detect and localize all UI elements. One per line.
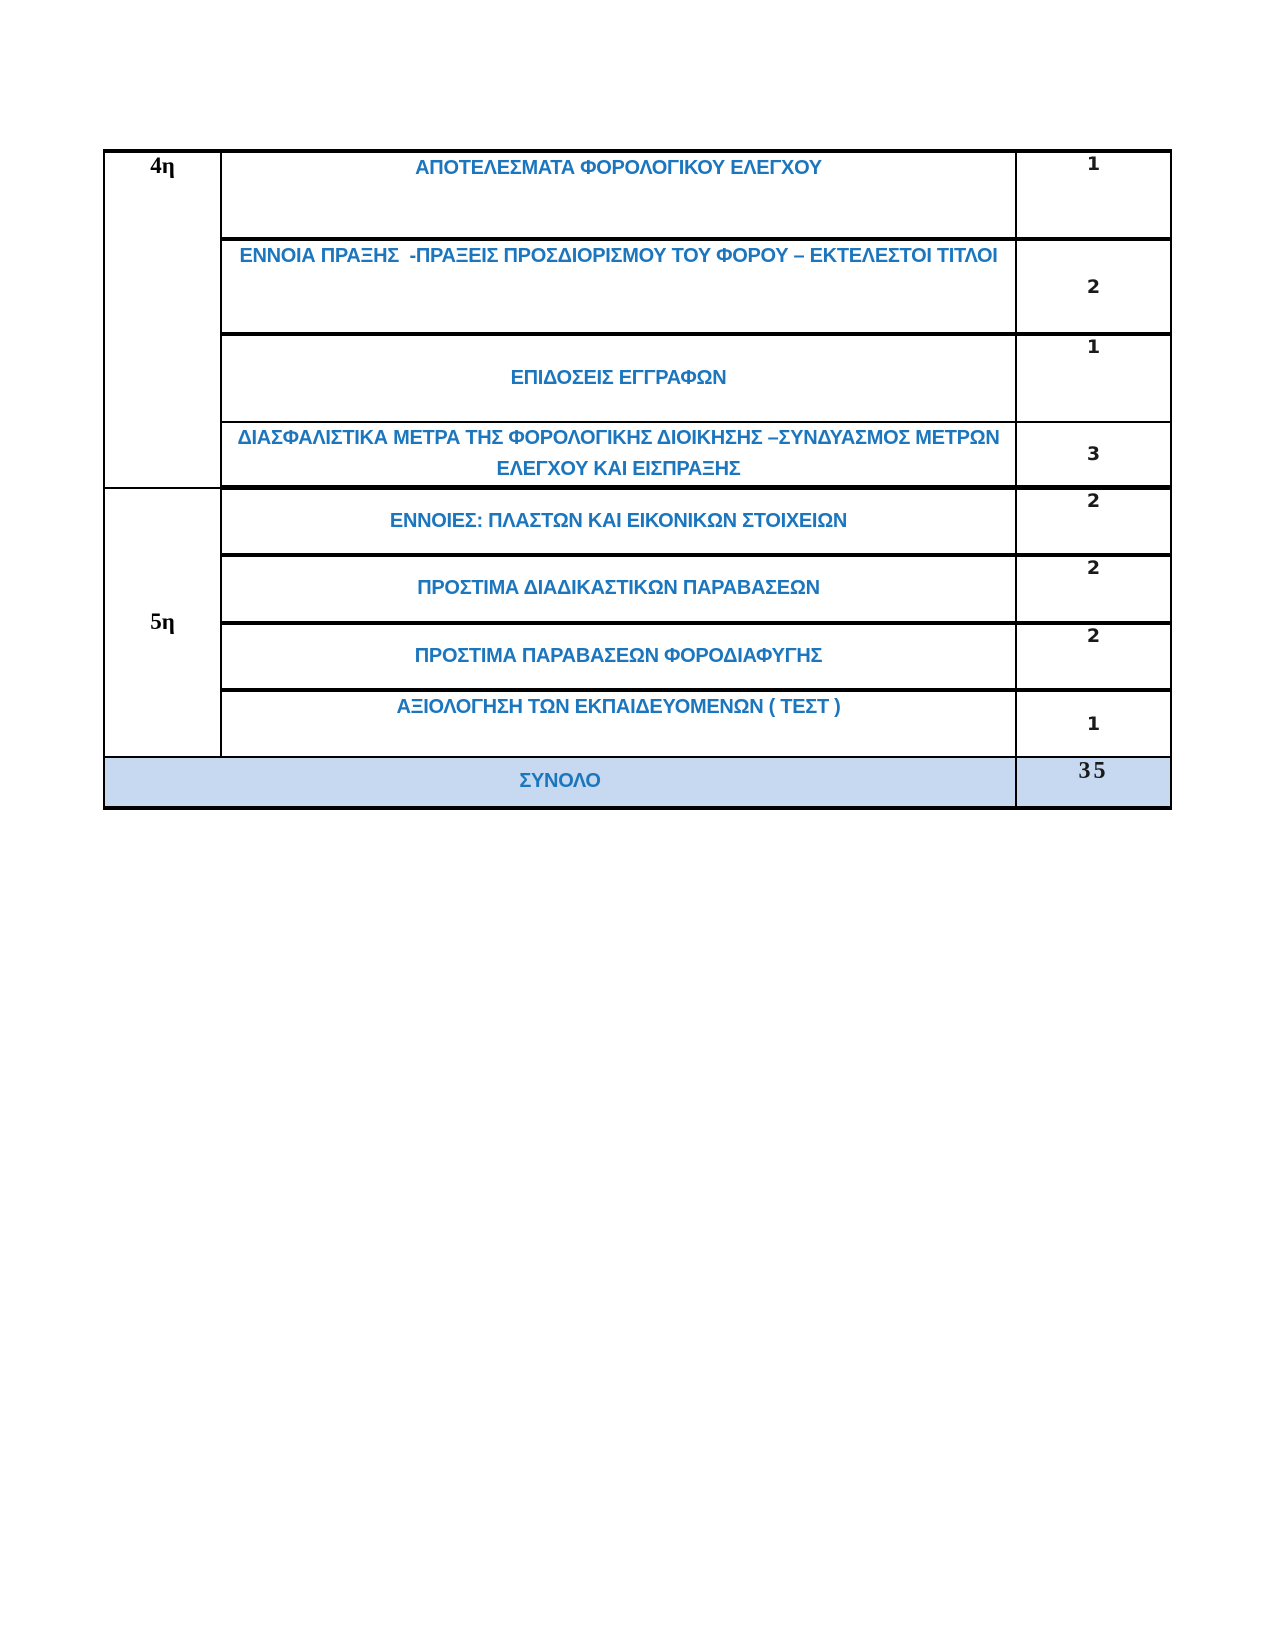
schedule-table <box>103 149 1172 810</box>
table-row <box>104 239 1171 334</box>
topic-cell: ΕΝΝΟΙΑ ΠΡΑΞΗΣ -ΠΡΑΞΕΙΣ ΠΡΟΣΔΙΟΡΙΣΜΟΥ ΤΟΥ ΦΟΡΟΥ – ΕΚΤΕΛΕΣΤΟΙ ΤΙΤΛΟΙ <box>221 239 1016 334</box>
table-row <box>104 422 1171 488</box>
topic-cell: ΑΞΙΟΛΟΓΗΣΗ ΤΩΝ ΕΚΠΑΙΔΕΥΟΜΕΝΩΝ ( ΤΕΣΤ ) <box>221 690 1016 757</box>
topic-cell: ΑΠΟΤΕΛΕΣΜΑΤΑ ΦΟΡΟΛΟΓΙΚΟΥ ΕΛΕΓΧΟΥ <box>221 151 1016 239</box>
session-cell-5: 5η <box>104 488 221 757</box>
topic-cell: ΠΡΟΣΤΙΜΑ ΔΙΑΔΙΚΑΣΤΙΚΩΝ ΠΑΡΑΒΑΣΕΩΝ <box>221 555 1016 623</box>
topic-cell: ΕΝΝΟΙΕΣ: ΠΛΑΣΤΩΝ ΚΑΙ ΕΙΚΟΝΙΚΩΝ ΣΤΟΙΧΕΙΩΝ <box>221 488 1016 555</box>
total-hours: 35 <box>1016 757 1171 808</box>
hours-cell: 2 <box>1016 239 1171 334</box>
session-cell-4: 4η <box>104 151 221 488</box>
hours-cell: 2 <box>1016 623 1171 690</box>
hours-cell: 3 <box>1016 422 1171 488</box>
hours-cell: 1 <box>1016 151 1171 239</box>
topic-cell: ΔΙΑΣΦΑΛΙΣΤΙΚΑ ΜΕΤΡΑ ΤΗΣ ΦΟΡΟΛΟΓΙΚΗΣ ΔΙΟΙΚΗΣΗΣ –ΣΥΝΔΥΑΣΜΟΣ ΜΕΤΡΩΝ ΕΛΕΓΧΟΥ ΚΑΙ ΕΙΣΠΡΑΞΗΣ <box>221 422 1016 488</box>
total-label: ΣΥΝΟΛΟ <box>104 757 1016 808</box>
topic-cell: ΠΡΟΣΤΙΜΑ ΠΑΡΑΒΑΣΕΩΝ ΦΟΡΟΔΙΑΦΥΓΗΣ <box>221 623 1016 690</box>
hours-cell: 2 <box>1016 488 1171 555</box>
hours-cell: 2 <box>1016 555 1171 623</box>
hours-cell: 1 <box>1016 334 1171 422</box>
table-row <box>104 690 1171 757</box>
table-row <box>104 555 1171 623</box>
hours-cell: 1 <box>1016 690 1171 757</box>
table-row <box>104 488 1171 555</box>
table-row <box>104 623 1171 690</box>
total-row <box>104 757 1171 808</box>
table-row <box>104 151 1171 239</box>
topic-cell: ΕΠΙΔΟΣΕΙΣ ΕΓΓΡΑΦΩΝ <box>221 334 1016 422</box>
table-row <box>104 334 1171 422</box>
